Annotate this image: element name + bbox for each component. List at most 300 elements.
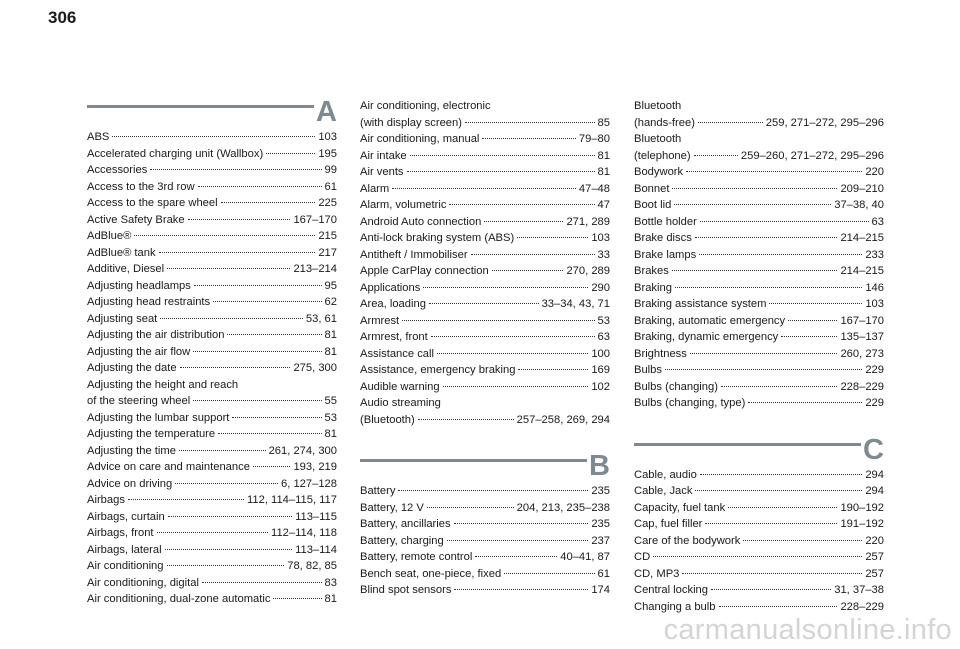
entry-line [360, 566, 610, 583]
index-entry [87, 542, 337, 559]
entry-term: Bulbs (changing) [634, 380, 718, 393]
index-entry [360, 313, 610, 330]
dot-leader [700, 474, 863, 475]
dot-leader [454, 523, 589, 524]
entry-line [360, 181, 610, 198]
entry-line [360, 516, 610, 533]
index-entry [634, 181, 884, 198]
dot-leader [449, 204, 594, 205]
entry-line [360, 148, 610, 165]
index-entry [87, 575, 337, 592]
entry-pages: 237 [591, 534, 610, 547]
entry-pages: 6, 127–128 [281, 477, 337, 490]
dot-leader [437, 353, 588, 354]
dot-leader [168, 516, 292, 517]
entry-pages: 174 [591, 584, 610, 596]
entry-term: Battery, charging [360, 534, 444, 547]
entry-line [634, 197, 884, 214]
dot-leader [253, 466, 290, 467]
entry-pages: 53 [324, 411, 337, 424]
entry-pages: 229 [865, 397, 884, 409]
section-divider [360, 459, 587, 462]
entry-line [87, 294, 337, 311]
entry-line [634, 181, 884, 198]
entry-pages: 112–114, 118 [271, 527, 337, 539]
entry-pages: 85 [597, 116, 610, 129]
entry-term: Airbags, front [87, 527, 154, 539]
entry-pages: 83 [324, 576, 337, 589]
index-entry-list [634, 467, 884, 616]
dot-leader [398, 490, 588, 491]
dot-leader [695, 237, 838, 238]
entry-pages: 33 [597, 248, 610, 261]
index-entry [87, 492, 337, 509]
entry-line [360, 131, 610, 148]
entry-term: Cable, audio [634, 468, 697, 481]
dot-leader [690, 353, 838, 354]
entry-line [360, 247, 610, 264]
index-entry [87, 146, 337, 163]
entry-pages: 112, 114–115, 117 [247, 494, 337, 506]
index-entry [87, 344, 337, 361]
index-entry [87, 591, 337, 608]
entry-pages: 195 [318, 147, 337, 160]
entry-term: Armrest, front [360, 331, 428, 343]
index-entry [360, 131, 610, 148]
entry-line [87, 245, 337, 262]
dot-leader [443, 386, 589, 387]
entry-line [360, 533, 610, 550]
entry-pages: 135–137 [840, 331, 884, 343]
entry-pages: 261, 274, 300 [268, 444, 337, 457]
entry-line [360, 263, 610, 280]
dot-leader [194, 285, 322, 286]
index-entry [634, 533, 884, 550]
entry-term: Battery, remote control [360, 551, 473, 563]
dot-leader [492, 270, 564, 271]
entry-pages: 79–80 [578, 133, 610, 145]
entry-pages: 257–258, 269, 294 [516, 413, 610, 426]
dot-leader [429, 303, 539, 304]
entry-line [634, 483, 884, 500]
dot-leader [150, 169, 321, 170]
entry-pages: 167–170 [293, 213, 337, 226]
index-section [634, 433, 884, 616]
entry-term: Air conditioning, digital [87, 576, 199, 589]
entry-term: Anti-lock braking system (ABS) [360, 232, 515, 244]
index-entry [634, 197, 884, 214]
entry-term: of the steering wheel [87, 395, 191, 407]
entry-line [87, 426, 337, 443]
index-entry [87, 294, 337, 311]
entry-term: Airbags, lateral [87, 543, 162, 556]
entry-pages: 103 [318, 131, 337, 143]
index-entry [87, 162, 337, 179]
index-entry [634, 214, 884, 231]
index-section [634, 98, 884, 412]
entry-pages: 235 [591, 518, 610, 530]
dot-leader [431, 336, 595, 337]
index-entry [87, 311, 337, 328]
entry-term: Bodywork [634, 166, 684, 178]
dot-leader [160, 318, 303, 319]
index-entry [634, 467, 884, 484]
entry-pages: 290 [591, 281, 610, 294]
entry-pages: 81 [324, 329, 337, 341]
dot-leader [698, 122, 763, 123]
entry-pages: 62 [324, 296, 337, 308]
entry-term: Bottle holder [634, 215, 697, 228]
index-entry [360, 98, 610, 131]
index-entry [360, 230, 610, 247]
dot-leader [202, 582, 322, 583]
entry-pages: 33–34, 43, 71 [541, 298, 610, 310]
entry-pages: 47–48 [578, 182, 610, 195]
dot-leader [743, 540, 862, 541]
dot-leader [167, 565, 285, 566]
dot-leader [705, 523, 837, 524]
entry-term: Cap, fuel filler [634, 518, 703, 530]
entry-pages: 220 [865, 534, 884, 547]
entry-pages: 214–215 [840, 232, 884, 244]
entry-pages: 102 [591, 380, 610, 393]
entry-term: Accessories [87, 164, 148, 176]
entry-pages: 229 [865, 364, 884, 376]
dot-leader [484, 221, 563, 222]
entry-term: Bench seat, one-piece, fixed [360, 567, 502, 580]
dot-leader [167, 268, 290, 269]
index-entry [360, 197, 610, 214]
entry-term: Bonnet [634, 182, 670, 195]
section-letter: A [316, 96, 337, 128]
entry-line [634, 599, 884, 616]
dot-leader [128, 499, 244, 500]
entry-line [634, 313, 884, 330]
entry-pages: 235 [591, 485, 610, 497]
index-entry [634, 582, 884, 599]
entry-pages: 213–214 [293, 263, 337, 275]
entry-pages: 61 [597, 567, 610, 580]
dot-leader [193, 351, 321, 352]
dot-leader [700, 221, 869, 222]
index-entry [87, 278, 337, 295]
index-entry [634, 296, 884, 313]
entry-term: Brightness [634, 347, 687, 360]
entry-line [87, 459, 337, 476]
index-entry [360, 296, 610, 313]
entry-term: Armrest [360, 314, 400, 327]
index-entry [87, 360, 337, 377]
entry-line [87, 542, 337, 559]
entry-term: Boot lid [634, 199, 672, 211]
entry-pages: 31, 37–38 [834, 584, 884, 596]
dot-leader [157, 532, 269, 533]
index-entry [360, 483, 610, 500]
entry-term: Care of the bodywork [634, 534, 741, 547]
entry-line [87, 146, 337, 163]
entry-line [634, 533, 884, 550]
section-divider [634, 443, 861, 446]
entry-pages: 217 [318, 246, 337, 259]
dot-leader [475, 556, 557, 557]
index-entry [634, 329, 884, 346]
watermark: carmanualsonline.info [663, 614, 952, 646]
page-number: 306 [48, 8, 77, 27]
index-entry [634, 516, 884, 533]
entry-line [87, 344, 337, 361]
index-column [634, 98, 884, 639]
dot-leader [675, 287, 862, 288]
entry-pages: 78, 82, 85 [287, 560, 337, 572]
dot-leader [134, 235, 315, 236]
index-entry [634, 599, 884, 616]
index-section [360, 98, 610, 428]
dot-leader [518, 369, 588, 370]
entry-term: Assistance call [360, 347, 434, 360]
entry-line [634, 280, 884, 297]
entry-line [634, 214, 884, 231]
index-entry-list [634, 98, 884, 412]
entry-line [634, 582, 884, 599]
entry-line [634, 296, 884, 313]
entry-term: AdBlue® [87, 230, 132, 242]
dot-leader [672, 188, 837, 189]
index-entry [634, 131, 884, 164]
dot-leader [788, 320, 837, 321]
entry-term: Bulbs (changing, type) [634, 397, 746, 409]
entry-term: Area, loading [360, 298, 426, 310]
index-column [360, 98, 610, 623]
dot-leader [482, 138, 575, 139]
index-entry [87, 261, 337, 278]
dot-leader [221, 202, 316, 203]
entry-line [360, 500, 610, 517]
entry-term: Adjusting the air flow [87, 345, 191, 358]
entry-pages: 95 [324, 279, 337, 292]
entry-line [87, 179, 337, 196]
entry-line [87, 393, 337, 410]
entry-line [634, 329, 884, 346]
entry-pages: 81 [597, 166, 610, 178]
index-entry [634, 313, 884, 330]
entry-term: Access to the spare wheel [87, 197, 218, 209]
entry-term: Applications [360, 281, 421, 294]
dot-leader [465, 122, 595, 123]
entry-term: Additive, Diesel [87, 263, 165, 275]
index-entry [360, 516, 610, 533]
dot-leader [188, 219, 291, 220]
entry-pages: 81 [324, 345, 337, 358]
entry-term: Changing a bulb [634, 600, 716, 613]
dot-leader [504, 573, 594, 574]
index-entry [360, 379, 610, 396]
dot-leader [112, 136, 315, 137]
index-entry [360, 549, 610, 566]
index-entry [634, 483, 884, 500]
index-entry [634, 566, 884, 583]
index-entry [87, 377, 337, 410]
entry-pages: 233 [865, 248, 884, 261]
entry-pages: 275, 300 [293, 362, 337, 374]
entry-pages: 63 [597, 331, 610, 343]
index-entry [634, 280, 884, 297]
index-column [87, 98, 337, 632]
index-entry [87, 558, 337, 575]
index-entry [87, 228, 337, 245]
entry-pages: 270, 289 [566, 265, 610, 277]
dot-leader [694, 155, 738, 156]
dot-leader [266, 153, 315, 154]
entry-pages: 193, 219 [293, 461, 337, 473]
entry-pages: 214–215 [840, 265, 884, 277]
entry-term: Adjusting seat [87, 312, 158, 325]
index-entry [360, 533, 610, 550]
entry-line [87, 558, 337, 575]
index-section [87, 98, 337, 608]
entry-term: Audible warning [360, 380, 440, 393]
entry-pages: 228–229 [840, 600, 884, 613]
dot-leader [672, 270, 838, 271]
entry-line [87, 476, 337, 493]
entry-line [360, 582, 610, 599]
entry-term: Antitheft / Immobiliser [360, 248, 468, 261]
index-entry [87, 195, 337, 212]
entry-line [87, 129, 337, 146]
dot-leader [273, 598, 321, 599]
entry-term: Advice on care and maintenance [87, 461, 250, 473]
entry-term: Braking [634, 281, 672, 294]
entry-term: Assistance, emergency braking [360, 364, 516, 376]
dot-leader [682, 573, 862, 574]
dot-leader [719, 606, 838, 607]
entry-term: Active Safety Brake [87, 213, 185, 226]
dot-leader [418, 419, 514, 420]
dot-leader [175, 483, 278, 484]
entry-line [87, 575, 337, 592]
dot-leader [227, 334, 321, 335]
entry-term: Airbags, curtain [87, 510, 165, 523]
entry-line [87, 278, 337, 295]
entry-line [360, 313, 610, 330]
dot-leader [410, 155, 595, 156]
dot-leader [699, 254, 862, 255]
section-letter: C [863, 433, 884, 466]
index-entry [634, 395, 884, 412]
entry-pages: 225 [318, 197, 337, 209]
index-entry [360, 280, 610, 297]
entry-term: (with display screen) [360, 116, 462, 129]
entry-pages: 294 [865, 468, 884, 481]
entry-line [360, 296, 610, 313]
index-entry [87, 476, 337, 493]
entry-term: Cable, Jack [634, 485, 693, 497]
entry-term: Braking assistance system [634, 298, 767, 310]
entry-line [360, 362, 610, 379]
dot-leader [392, 188, 576, 189]
entry-term: ABS [87, 131, 110, 143]
entry-line [87, 311, 337, 328]
entry-pages: 257 [865, 551, 884, 563]
entry-line [360, 280, 610, 297]
entry-term-line: Air conditioning, electronic [360, 100, 491, 112]
entry-line [360, 549, 610, 566]
entry-term: Access to the 3rd row [87, 180, 195, 193]
dot-leader [213, 301, 321, 302]
index-entry [87, 245, 337, 262]
dot-leader [447, 540, 589, 541]
index-entry [87, 179, 337, 196]
entry-pages: 55 [324, 395, 337, 407]
dot-leader [665, 369, 862, 370]
index-entry [634, 549, 884, 566]
entry-line [360, 412, 610, 429]
entry-pages: 103 [591, 232, 610, 244]
section-header [360, 452, 610, 483]
entry-pages: 294 [865, 485, 884, 497]
dot-leader [198, 186, 322, 187]
entry-line [634, 346, 884, 363]
entry-line [634, 230, 884, 247]
index-entry [87, 129, 337, 146]
entry-line [87, 509, 337, 526]
dot-leader [407, 171, 595, 172]
entry-pages: 191–192 [840, 518, 884, 530]
index-entry [87, 327, 337, 344]
entry-line [634, 247, 884, 264]
entry-term: Brake lamps [634, 248, 697, 261]
entry-term-line: Audio streaming [360, 397, 441, 409]
entry-line [87, 525, 337, 542]
index-entry [87, 410, 337, 427]
index-entry-list [360, 98, 610, 428]
entry-pages: 228–229 [840, 380, 884, 393]
entry-term: Battery, 12 V [360, 501, 424, 514]
section-header [634, 433, 884, 467]
entry-line [634, 115, 884, 132]
index-entry [634, 230, 884, 247]
entry-pages: 53 [597, 314, 610, 327]
index-entry-list [87, 129, 337, 608]
index-entry [360, 164, 610, 181]
dot-leader [728, 507, 837, 508]
section-header [87, 98, 337, 129]
entry-pages: 204, 213, 235–238 [516, 501, 610, 514]
entry-line [87, 327, 337, 344]
entry-term: Apple CarPlay connection [360, 265, 489, 277]
entry-pages: 103 [865, 298, 884, 310]
entry-pages: 209–210 [840, 182, 884, 195]
entry-term: Brake discs [634, 232, 692, 244]
dot-leader [165, 549, 292, 550]
dot-leader [769, 303, 862, 304]
entry-line [87, 228, 337, 245]
index-entry [634, 247, 884, 264]
dot-leader [748, 402, 862, 403]
entry-term: Braking, automatic emergency [634, 314, 786, 327]
index-entry [634, 500, 884, 517]
entry-line [634, 148, 884, 165]
index-entry [87, 426, 337, 443]
dot-leader [711, 589, 831, 590]
entry-line [634, 467, 884, 484]
index-entry [360, 346, 610, 363]
entry-pages: 53, 61 [305, 312, 337, 325]
index-entry [634, 362, 884, 379]
dot-leader [218, 433, 321, 434]
entry-line [360, 115, 610, 132]
dot-leader [695, 490, 862, 491]
index-entry [634, 164, 884, 181]
